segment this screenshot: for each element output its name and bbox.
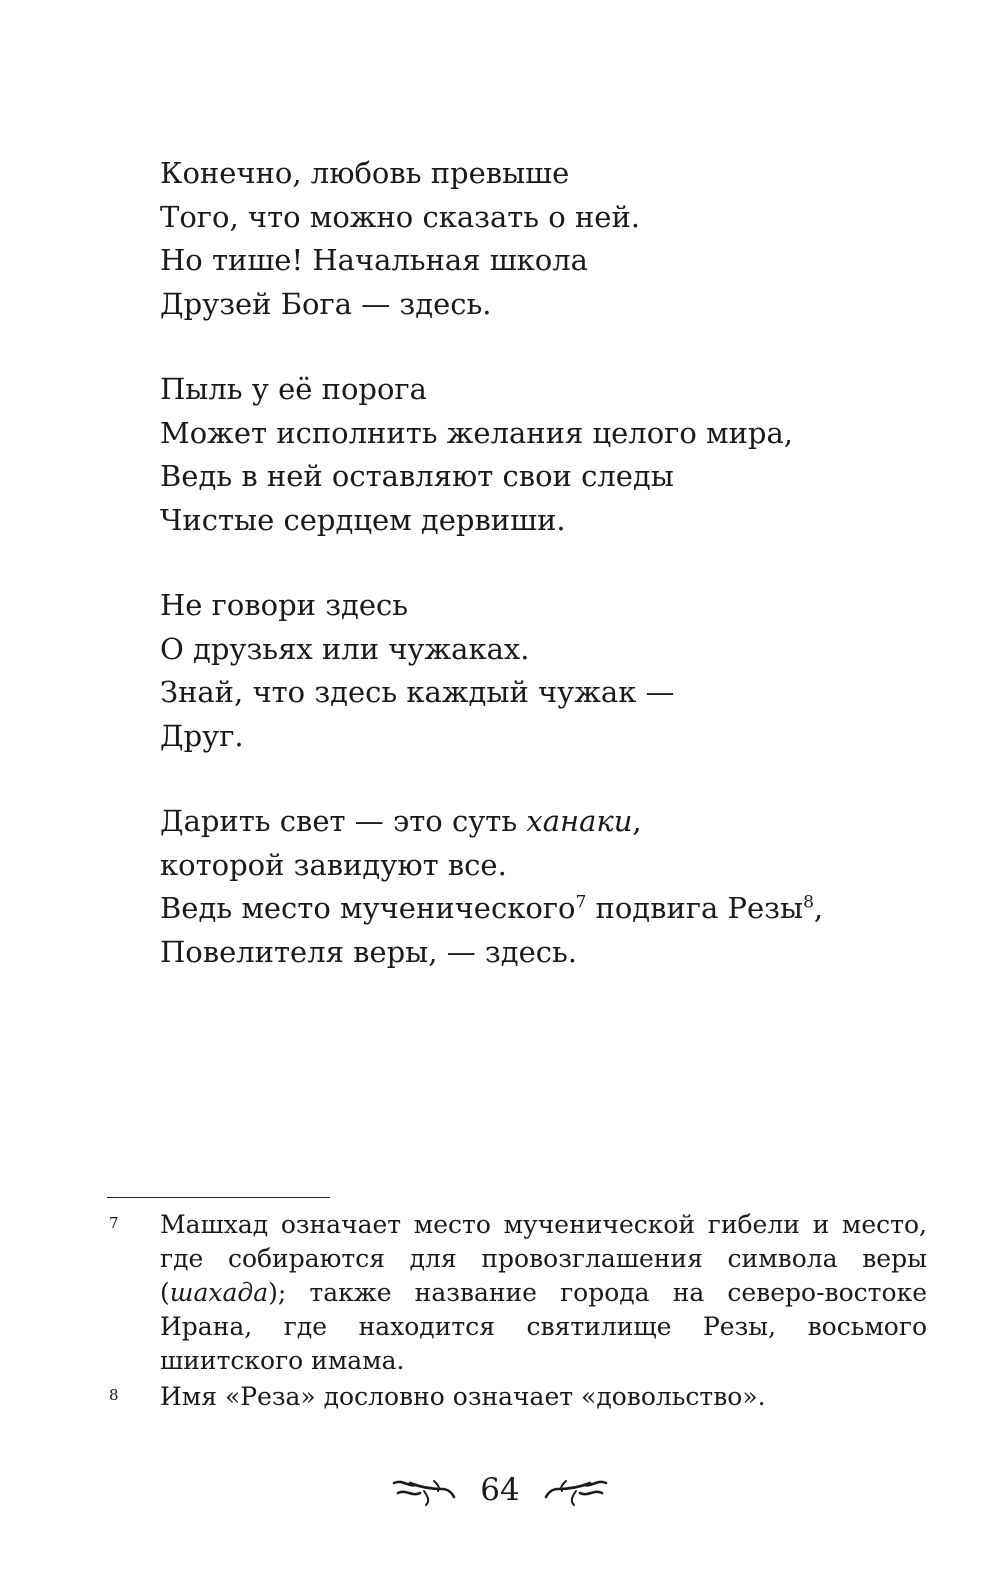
poem-line-text: Ведь место мученического (160, 891, 576, 925)
poem-line (160, 800, 920, 844)
footnote-ref[interactable]: 7 (575, 892, 587, 913)
footnote-text: Имя «Реза» дословно означает «довольство». (160, 1382, 766, 1411)
stanza-1 (160, 152, 920, 326)
poem-line: Конечно, любовь превыше (160, 156, 570, 190)
footnote-7 (107, 1208, 927, 1378)
poem-line-text: , (632, 804, 642, 838)
poem-line: Чистые сердцем дервиши. (160, 502, 566, 537)
footnote-text: ); также название города на северо-востоке Ирана, где находится святилище Резы, восьмого шиитского имама. (160, 1278, 927, 1375)
poem-line-text: Дарить свет — это суть (160, 804, 527, 838)
poem-line: Но тише! Начальная школа (160, 243, 588, 277)
poem-line: Знай, что здесь каждый чужак — (160, 675, 675, 709)
italic-term: ханаки (526, 804, 633, 838)
poem-line: Повелителя веры, — здесь. (160, 934, 578, 969)
footnote-divider (107, 1197, 330, 1198)
footnote-number: 7 (109, 1214, 119, 1232)
poem-line: Может исполнить желания целого мира, (160, 415, 793, 450)
stanza-3 (160, 584, 920, 758)
right-ornament-icon (542, 1473, 610, 1507)
poem-line: Пыль у её порога (160, 372, 427, 406)
footnote-ref[interactable]: 8 (803, 892, 814, 913)
footnote-number: 8 (109, 1386, 119, 1404)
stanza-2 (160, 368, 920, 542)
stanza-4 (160, 800, 920, 974)
poem-line: О друзьях или чужаках. (160, 631, 530, 666)
footnotes (107, 1208, 927, 1414)
poem-line: Друзей Бога — здесь. (160, 286, 492, 321)
poem-line: Того, что можно сказать о ней. (160, 199, 641, 234)
poem-line: Не говори здесь (160, 588, 409, 622)
page-footer (0, 1470, 1000, 1530)
footnote-text: Машхад означает место мученической гибели и место, где собираются для провозглашения символа веры ( (160, 1210, 927, 1307)
poem-line-text: , (813, 891, 824, 925)
poem-line: Друг. (160, 718, 244, 753)
page-number: 64 (480, 1472, 520, 1508)
poem-line: Ведь в ней оставляют свои следы (160, 459, 674, 493)
italic-term: шахада (169, 1278, 269, 1307)
poem-line-text: подвига Резы (586, 891, 804, 925)
footnote-8 (107, 1380, 927, 1414)
poem-line (160, 887, 920, 931)
poem (160, 152, 920, 1016)
left-ornament-icon (390, 1473, 458, 1507)
poem-line: которой завидуют все. (160, 847, 507, 882)
